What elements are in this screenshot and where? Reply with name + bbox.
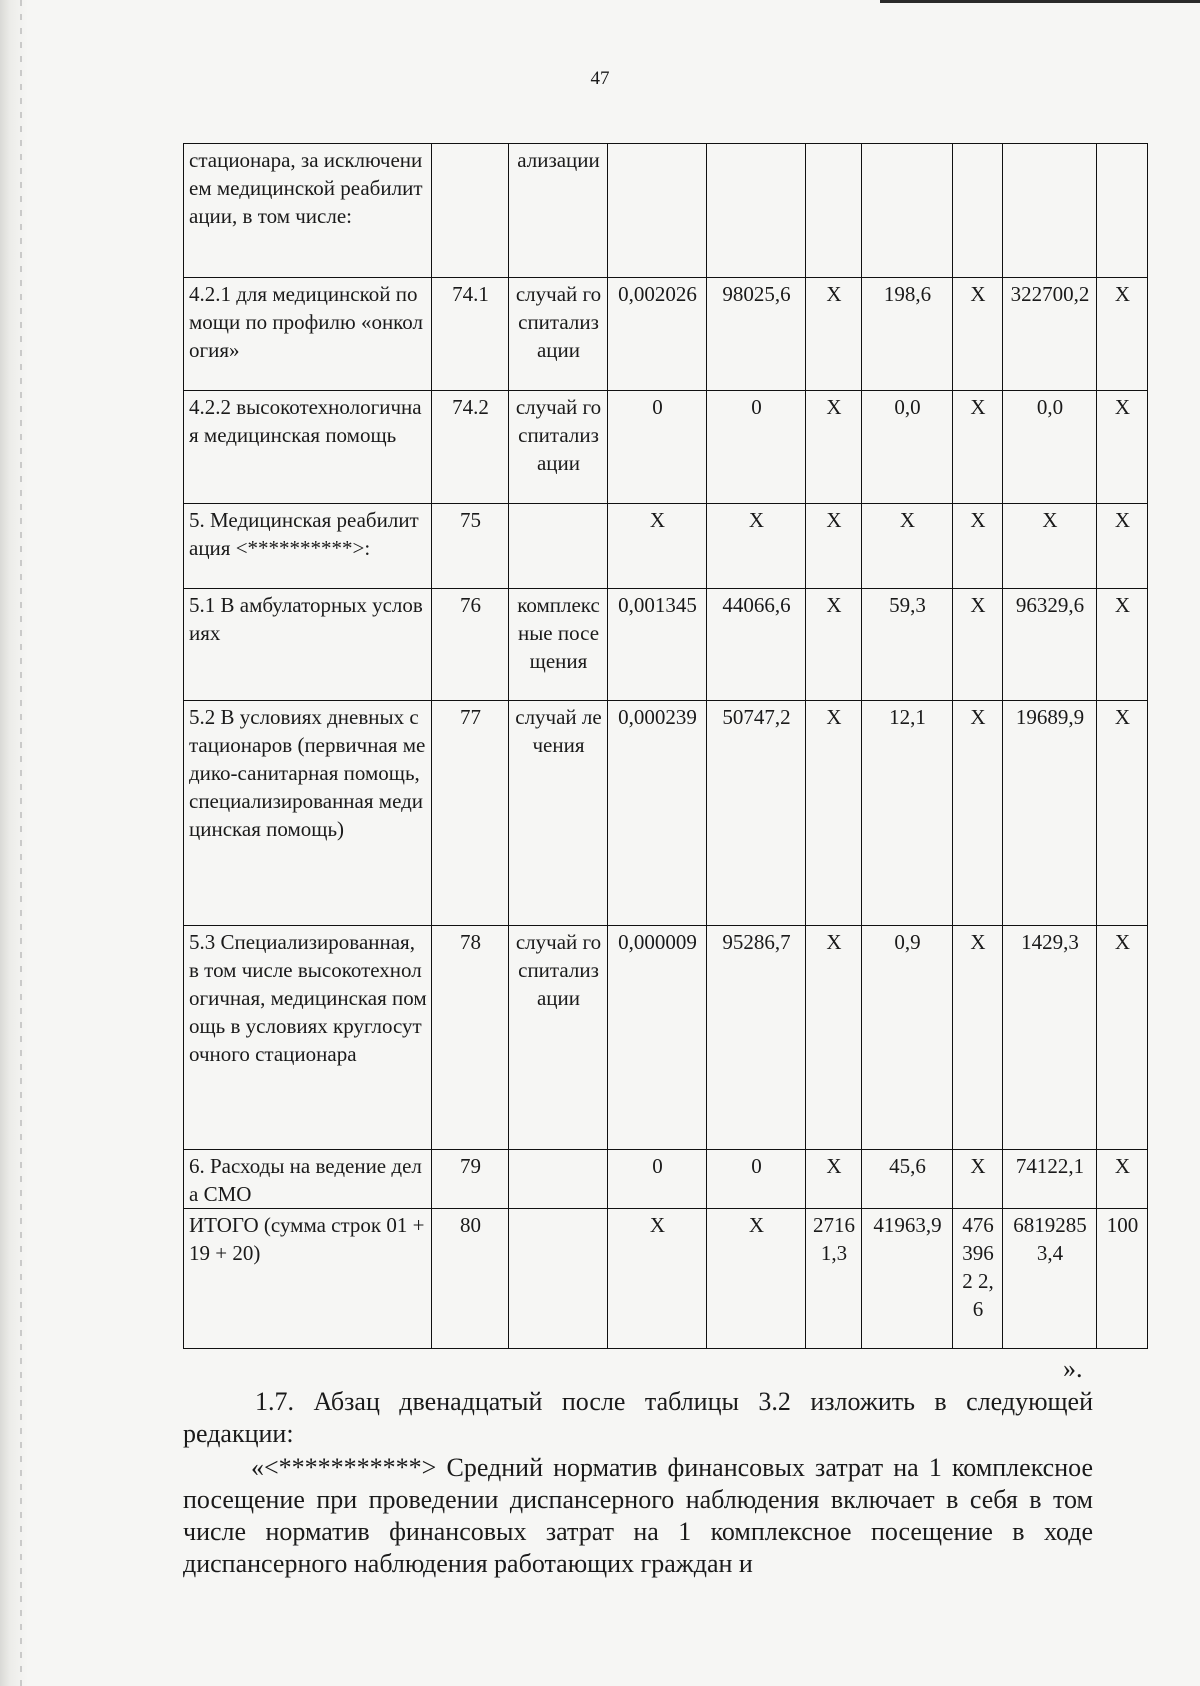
table-row <box>184 504 1148 589</box>
cell-col10: X <box>1097 589 1148 701</box>
row-name: 5.1 В амбулаторных условиях <box>184 589 432 701</box>
table-row <box>184 391 1148 504</box>
table-row <box>184 144 1148 278</box>
cell-col9 <box>1003 144 1097 278</box>
row-code: 79 <box>432 1150 509 1209</box>
row-name: стационара, за исключением медицинской реабилитации, в том числе: <box>184 144 432 278</box>
table-row <box>184 589 1148 701</box>
cell-col5: 50747,2 <box>707 701 806 926</box>
row-name: 5.2 В условиях дневных стационаров (первичная медико-санитарная помощь, специализированная медицинская помощь) <box>184 701 432 926</box>
row-unit: ализации <box>509 144 608 278</box>
row-name: 5. Медицинская реабилитация <**********>: <box>184 504 432 589</box>
cell-col9: 19689,9 <box>1003 701 1097 926</box>
scan-artifact-line <box>20 0 22 1686</box>
row-name: ИТОГО (сумма строк 01 + 19 + 20) <box>184 1209 432 1349</box>
closing-quote: ». <box>1063 1354 1083 1383</box>
cell-col7: 41963,9 <box>862 1209 953 1349</box>
cell-col10: X <box>1097 1150 1148 1209</box>
table-row <box>184 1150 1148 1209</box>
table-row <box>184 701 1148 926</box>
table-row <box>184 278 1148 391</box>
cell-col7: 0,9 <box>862 926 953 1150</box>
cell-col6: 27161,3 <box>806 1209 862 1349</box>
cell-col9: 96329,6 <box>1003 589 1097 701</box>
cell-col10: X <box>1097 278 1148 391</box>
cell-col6: X <box>806 926 862 1150</box>
cell-col4: 0,000239 <box>608 701 707 926</box>
cell-col7: 59,3 <box>862 589 953 701</box>
cell-col5 <box>707 144 806 278</box>
cell-col6: X <box>806 278 862 391</box>
cell-col9: 74122,1 <box>1003 1150 1097 1209</box>
cell-col4: 0 <box>608 1150 707 1209</box>
row-unit <box>509 504 608 589</box>
cell-col4: 0 <box>608 391 707 504</box>
cell-col9: 68192853,4 <box>1003 1209 1097 1349</box>
cell-col5: 0 <box>707 1150 806 1209</box>
cell-col8 <box>953 144 1003 278</box>
cell-col9: X <box>1003 504 1097 589</box>
cell-col4: X <box>608 504 707 589</box>
row-unit: случай госпитализации <box>509 391 608 504</box>
cell-col6: X <box>806 701 862 926</box>
row-unit <box>509 1150 608 1209</box>
row-code: 74.1 <box>432 278 509 391</box>
row-name: 6. Расходы на ведение дела СМО <box>184 1150 432 1209</box>
cell-col7: X <box>862 504 953 589</box>
cell-col6: X <box>806 504 862 589</box>
cell-col8: X <box>953 391 1003 504</box>
cell-col7: 0,0 <box>862 391 953 504</box>
cell-col6: X <box>806 391 862 504</box>
cell-col7 <box>862 144 953 278</box>
cell-col8: X <box>953 926 1003 1150</box>
row-name: 4.2.1 для медицинской помощи по профилю «онкология» <box>184 278 432 391</box>
row-unit <box>509 1209 608 1349</box>
row-name: 5.3 Специализированная, в том числе высокотехнологичная, медицинская помощь в условиях круглосуточного стационара <box>184 926 432 1150</box>
cell-col6: X <box>806 1150 862 1209</box>
row-code: 75 <box>432 504 509 589</box>
continuation-table <box>183 143 1148 1349</box>
cell-col4: 0,002026 <box>608 278 707 391</box>
table-row-total <box>184 1209 1148 1349</box>
cell-col8: X <box>953 589 1003 701</box>
cell-col8: X <box>953 701 1003 926</box>
row-unit: комплексные посещения <box>509 589 608 701</box>
row-unit: случай лечения <box>509 701 608 926</box>
cell-col8: X <box>953 1150 1003 1209</box>
cell-col8: 4763962 2,6 <box>953 1209 1003 1349</box>
cell-col10: X <box>1097 504 1148 589</box>
cell-col5: 0 <box>707 391 806 504</box>
cell-col10: X <box>1097 701 1148 926</box>
top-rule <box>880 0 1200 3</box>
row-code <box>432 144 509 278</box>
cell-col10: 100 <box>1097 1209 1148 1349</box>
cell-col9: 1429,3 <box>1003 926 1097 1150</box>
row-name: 4.2.2 высокотехнологичная медицинская помощь <box>184 391 432 504</box>
cell-col8: X <box>953 278 1003 391</box>
cell-col5: 44066,6 <box>707 589 806 701</box>
row-code: 74.2 <box>432 391 509 504</box>
cell-col7: 45,6 <box>862 1150 953 1209</box>
cell-col5: X <box>707 504 806 589</box>
cell-col6: X <box>806 589 862 701</box>
cell-col9: 322700,2 <box>1003 278 1097 391</box>
row-code: 76 <box>432 589 509 701</box>
cell-col10: X <box>1097 926 1148 1150</box>
paragraph-footnote-text: «<***********> Средний норматив финансовых затрат на 1 комплексное посещение при проведении диспансерного наблюдения включает в себя в том числе норматив финансовых затрат на 1 комплексное посещение в ходе диспансерного наблюдения работающих граждан и <box>183 1453 1093 1578</box>
row-code: 80 <box>432 1209 509 1349</box>
cell-col5: 98025,6 <box>707 278 806 391</box>
cell-col5: X <box>707 1209 806 1349</box>
cell-col9: 0,0 <box>1003 391 1097 504</box>
cell-col4: 0,000009 <box>608 926 707 1150</box>
cell-col4: 0,001345 <box>608 589 707 701</box>
table-row <box>184 926 1148 1150</box>
cell-col7: 198,6 <box>862 278 953 391</box>
cell-col7: 12,1 <box>862 701 953 926</box>
cell-col4: X <box>608 1209 707 1349</box>
cell-col4 <box>608 144 707 278</box>
row-unit: случай госпитализации <box>509 926 608 1150</box>
cell-col5: 95286,7 <box>707 926 806 1150</box>
row-unit: случай госпитализации <box>509 278 608 391</box>
row-code: 77 <box>432 701 509 926</box>
cell-col8: X <box>953 504 1003 589</box>
cell-col10: X <box>1097 391 1148 504</box>
paragraph-amendment-1-7: 1.7. Абзац двенадцатый после таблицы 3.2 изложить в следующей редакции: <box>183 1387 1093 1448</box>
cell-col6 <box>806 144 862 278</box>
scan-page-edge <box>0 0 28 1686</box>
cell-col10 <box>1097 144 1148 278</box>
row-code: 78 <box>432 926 509 1150</box>
page-number: 47 <box>590 68 610 89</box>
